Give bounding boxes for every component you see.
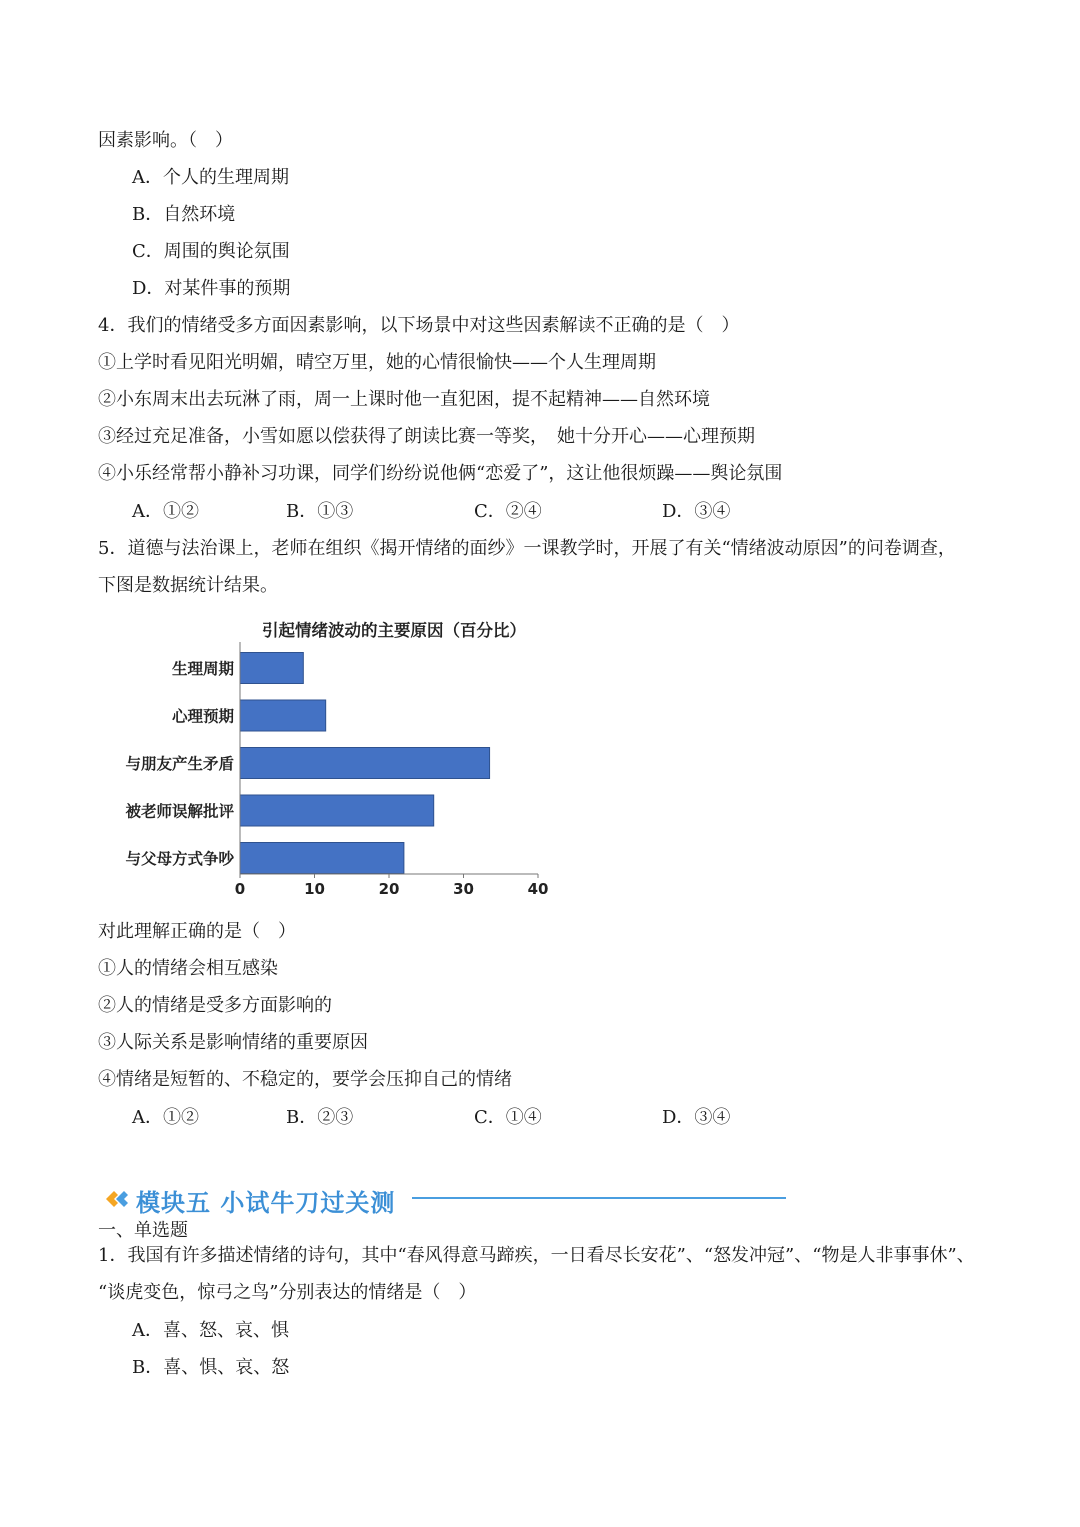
x-tick-label-40: 40 [527,880,549,897]
q3-option-a: A．个人的生理周期 [132,167,289,188]
bar-chart [100,612,560,897]
x-tick-label-10: 10 [304,880,325,897]
q5-option-c: C．①④ [474,1107,542,1128]
s1-q1-option-b: B．喜、惧、哀、怒 [132,1357,290,1378]
q5-options [0,1106,1080,1130]
q3-stem-tail: 因素影响。（ ） [98,130,233,151]
bar-4 [240,795,434,826]
q4-stem: 4．我们的情绪受多方面因素影响，以下场景中对这些因素解读不正确的是（ ） [98,315,740,336]
q4-option-d: D．③④ [662,501,731,522]
category-label-3: 与朋友产生矛盾 [125,755,234,773]
q5-option-d: D．③④ [662,1107,731,1128]
q3-option-b: B．自然环境 [132,204,236,225]
q5-stem-line1: 5．道德与法治课上，老师在组织《揭开情绪的面纱》一课教学时，开展了有关“情绪波动原因”的问卷调查， [98,538,956,559]
q4-item-4: ④小乐经常帮小静补习功课，同学们纷纷说他俩“恋爱了”，这让他很烦躁——舆论氛围 [98,463,783,484]
q3-option-c: C．周围的舆论氛围 [132,241,290,262]
section-heading: 一、单选题 [98,1220,188,1241]
q4-option-b: B．①③ [286,501,354,522]
s1-q1-line1: 1．我国有许多描述情绪的诗句，其中“春风得意马蹄疾，一日看尽长安花”、“怒发冲冠”、“物是人非事事休”、 [98,1245,975,1266]
chart-bars [240,653,490,874]
double-chevron-icon [104,1189,132,1209]
q4-item-2: ②小东周末出去玩淋了雨，周一上课时他一直犯困，提不起精神——自然环境 [98,389,710,410]
q5-item-1: ①人的情绪会相互感染 [98,958,278,979]
bar-2 [240,700,326,731]
category-label-5: 与父母方式争吵 [125,850,234,868]
q5-stem-line2: 下图是数据统计结果。 [98,575,278,596]
bar-3 [240,748,490,779]
q4-option-a: A．①② [132,501,199,522]
q4-option-c: C．②④ [474,501,542,522]
q5-option-a: A．①② [132,1107,199,1128]
q5-item-2: ②人的情绪是受多方面影响的 [98,995,332,1016]
chart-category-labels [125,660,234,868]
x-tick-label-0: 0 [234,880,246,897]
q3-option-d: D．对某件事的预期 [132,278,291,299]
module-rule [412,1197,786,1199]
q4-options [0,500,1080,524]
q4-item-1: ①上学时看见阳光明媚，晴空万里，她的心情很愉快——个人生理周期 [98,352,656,373]
s1-q1-line2: “谈虎变色，惊弓之鸟”分别表达的情绪是（ ） [98,1282,477,1303]
q5-item-4: ④情绪是短暂的、不稳定的，要学会压抑自己的情绪 [98,1069,512,1090]
q5-item-3: ③人际关系是影响情绪的重要原因 [98,1032,368,1053]
q5-prompt: 对此理解正确的是（ ） [98,921,296,942]
module-title: 模块五 小试牛刀过关测 [136,1189,396,1217]
s1-q1-option-a: A．喜、怒、哀、惧 [132,1320,289,1341]
x-tick-label-30: 30 [453,880,474,897]
chart-title: 引起情绪波动的主要原因（百分比） [262,621,526,640]
module-header [100,1181,790,1217]
q5-option-b: B．②③ [286,1107,354,1128]
category-label-2: 心理预期 [171,707,234,726]
category-label-4: 被老师误解批评 [125,802,234,821]
x-tick-label-20: 20 [378,880,400,897]
bar-5 [240,843,404,874]
category-label-1: 生理周期 [171,660,234,678]
bar-1 [240,653,303,684]
q4-item-3: ③经过充足准备，小雪如愿以偿获得了朗读比赛一等奖， 她十分开心——心理预期 [98,426,755,447]
